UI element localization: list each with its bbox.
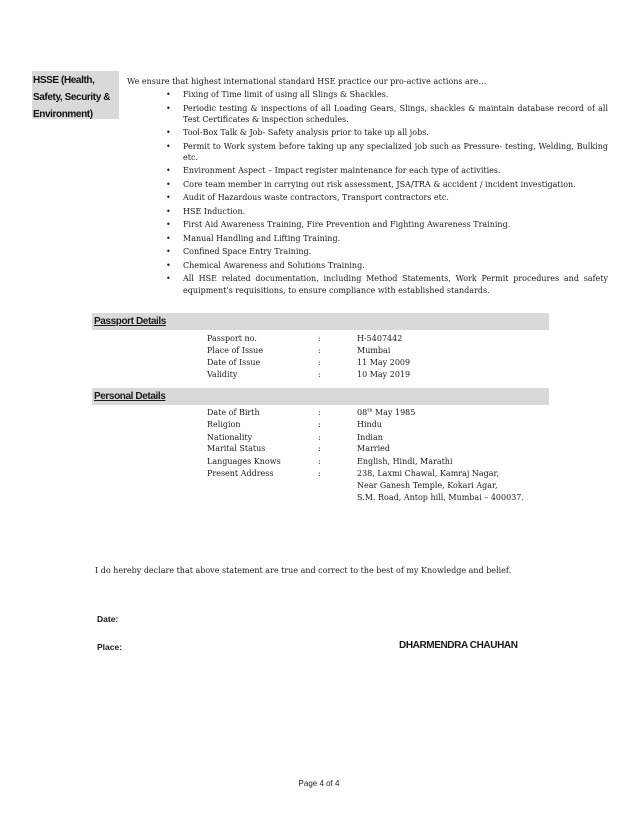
section-title: Personal Details — [94, 391, 166, 402]
list-item: • Tool-Box Talk & Job- Safety analysis prior to take up all jobs. — [166, 128, 429, 138]
bullet-icon: • — [166, 128, 171, 138]
bullet-icon: • — [166, 220, 171, 230]
section-title: Passport Details — [94, 316, 166, 327]
list-item: • Environment Aspect – Impact register maintenance for each type of activities. — [166, 166, 501, 176]
list-item: • All HSE related documentation, including Method Statements, Work Permit procedures and safety equipment's requisitions, to ensure compliance with established standards. — [166, 274, 608, 295]
list-item: • Audit of Hazardous waste contractors, Transport contractors etc. — [166, 193, 449, 203]
field-separator: : — [318, 408, 321, 417]
list-item: • Manual Handling and Lifting Training. — [166, 233, 341, 243]
declaration: I do hereby declare that above statement are true and correct to the best of my Knowledge and belief. — [95, 566, 512, 575]
personal-section-header — [92, 388, 549, 405]
field-value: 11 May 2009 — [357, 358, 411, 367]
list-item: • HSE Induction. — [166, 206, 246, 216]
bullet-icon: • — [166, 193, 171, 203]
field-value: H-5407442 — [357, 334, 403, 343]
date-label: Date: — [97, 614, 119, 624]
field-value: Mumbai — [357, 346, 391, 355]
hsse-label-line: Safety, Security & — [33, 92, 111, 103]
field-separator: : — [318, 334, 321, 343]
field-separator: : — [318, 358, 321, 367]
page-number: Page 4 of 4 — [298, 779, 340, 788]
field-separator: : — [318, 433, 321, 442]
list-item: • Periodic testing & inspections of all Loading Gears, Slings, shackles & maintain database record of all Test Certificates & inspection schedules. — [166, 103, 608, 124]
bullet-icon: • — [166, 103, 171, 113]
hsse-section-label — [32, 71, 119, 119]
field-value: English, Hindi, Marathi — [357, 457, 453, 466]
bullet-icon: • — [166, 260, 171, 270]
bullet-icon: • — [166, 274, 171, 284]
list-item: • First Aid Awareness Training, Fire Prevention and Fighting Awareness Training. — [166, 220, 511, 230]
field-value: 10 May 2019 — [357, 370, 411, 379]
bullet-icon: • — [166, 179, 171, 189]
field-label: Marital Status — [207, 444, 266, 453]
bullet-icon: • — [166, 247, 171, 257]
field-separator: : — [318, 346, 321, 355]
field-separator: : — [318, 444, 321, 453]
field-label: Present Address — [207, 469, 274, 478]
field-label: Religion — [207, 420, 241, 429]
bullet-icon: • — [166, 166, 171, 176]
field-value: Indian — [357, 433, 383, 442]
signature-name: DHARMENDRA CHAUHAN — [399, 640, 518, 651]
field-value: 08th May 1985 — [357, 407, 416, 417]
list-item: • Permit to Work system before taking up any specialized job such as Pressure- testing, Welding, Bulking etc. — [166, 141, 608, 162]
bullet-icon: • — [166, 233, 171, 243]
field-value: 238, Laxmi Chawal, Kamraj Nagar, — [357, 469, 500, 478]
hsse-label-line: Environment) — [33, 109, 93, 120]
field-label: Passport no. — [207, 334, 257, 343]
list-item: • Fixing of Time limit of using all Slings & Shackles. — [166, 90, 389, 99]
field-separator: : — [318, 420, 321, 429]
field-separator: : — [318, 469, 321, 478]
bullet-icon: • — [166, 206, 171, 216]
bullet-icon: • — [166, 141, 171, 151]
passport-section-header — [92, 313, 549, 330]
field-label: Nationality — [207, 433, 253, 442]
bullet-icon: • — [166, 90, 171, 99]
field-label: Languages Knows — [207, 457, 281, 466]
field-label: Date of Issue — [207, 358, 261, 367]
field-separator: : — [318, 457, 321, 466]
field-label: Date of Birth — [207, 408, 260, 417]
field-value: Hindu — [357, 420, 382, 429]
hsse-label-line: HSSE (Health, — [33, 75, 95, 86]
place-label: Place: — [97, 642, 123, 652]
hsse-bullet-list — [166, 89, 608, 298]
field-value: Married — [357, 444, 391, 453]
hsse-intro: We ensure that highest international standard HSE practice our pro-active actions are… — [127, 77, 487, 86]
field-label: Validity — [207, 370, 238, 379]
list-item: • Chemical Awareness and Solutions Training. — [166, 260, 365, 270]
list-item: • Confined Space Entry Training. — [166, 247, 312, 257]
list-item: • Core team member in carrying out risk assessment, JSA/TRA & accident / incident investigation. — [166, 179, 576, 189]
field-label: Place of Issue — [207, 346, 264, 355]
field-separator: : — [318, 370, 321, 379]
